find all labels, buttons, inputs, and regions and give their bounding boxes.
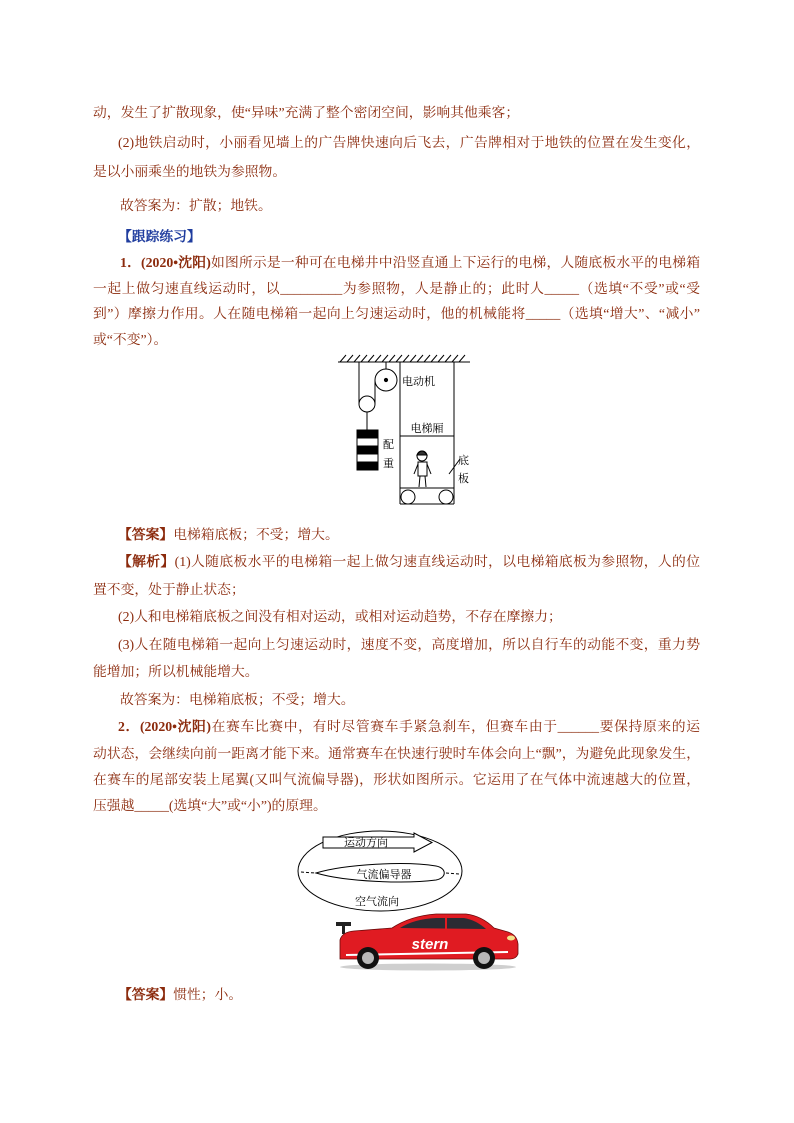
spoiler-figure <box>296 826 522 972</box>
person-arm <box>414 464 418 474</box>
analysis-text: (1)人随底板水平的电梯箱一起上做匀速直线运动时，以电梯箱底板为参照物，人的位 <box>174 554 700 569</box>
counterweight-label: 重 <box>383 457 394 470</box>
question-1-stem-line: 一起上做匀速直线运动时，以_________为参照物，人是静止的；此时人_____（选填“不受”或“受 <box>93 281 700 296</box>
counterweight-stripe <box>357 462 378 470</box>
question-2-answer <box>118 985 242 1005</box>
elevator-figure <box>336 352 476 510</box>
previous-answer-part-2-line: (2)地铁启动时，小丽看见墙上的广告牌快速向后飞去，广告牌相对于地铁的位置在发生变化， <box>118 135 700 150</box>
car-wheel-rim <box>478 952 490 964</box>
race-car <box>336 914 518 971</box>
answer-text: 惯性；小。 <box>173 987 243 1002</box>
cabin-label: 电梯厢 <box>410 422 444 435</box>
analysis-label: 【解析】 <box>118 554 175 569</box>
question-1-analysis-line: 置不变，处于静止状态； <box>93 582 245 597</box>
person-hair <box>417 451 427 455</box>
question-1-answer <box>118 525 339 545</box>
question-1-stem-line <box>120 253 700 273</box>
answer-label: 【答案】 <box>118 527 174 542</box>
airflow-label: 空气流向 <box>355 895 399 908</box>
person-body <box>418 462 427 476</box>
answer-text: 电梯箱底板；不受；增大。 <box>173 527 339 542</box>
person-leg <box>425 476 426 487</box>
question-1-analysis-line: (2)人和电梯箱底板之间没有相对运动，或相对运动趋势，不存在摩擦力； <box>118 609 562 624</box>
question-2-stem-line: 压强越_____(选填“大”或“小”)的原理。 <box>93 798 327 813</box>
previous-answer-part-2-line: 是以小丽乘坐的地铁为参照物。 <box>93 164 287 179</box>
car-rear-wing <box>336 922 351 926</box>
question-1-analysis-line: 能增加；所以机械能增大。 <box>93 664 259 679</box>
previous-answer-line: 动，发生了扩散现象，使“异味”充满了整个密闭空间，影响其他乘客； <box>93 105 520 120</box>
question-2-number: 2．(2020•沈阳) <box>118 719 212 734</box>
question-2-stem-line: 动状态，会继续向前一距离才能下来。通常赛车在快速行驶时车体会向上“飘”，为避免此现象发生， <box>93 746 700 761</box>
counterweight-pulley <box>359 396 375 412</box>
car-wing-post <box>342 926 345 934</box>
person-arm <box>427 464 431 474</box>
question-2-stem-line: 在赛车的尾部安装上尾翼(又叫气流偏导器)，形状如图所示。它运用了在气体中流速越大的位置， <box>93 772 700 787</box>
spoiler-label: 气流偏导器 <box>356 868 412 881</box>
question-1-stem-line: 或“不变”）。 <box>93 332 168 347</box>
floor-label: 板 <box>458 472 469 485</box>
counterweight-label: 配 <box>383 438 394 451</box>
question-2-stem-line <box>118 717 700 737</box>
car-headlight <box>507 936 515 941</box>
motion-direction-label: 运动方向 <box>344 836 388 849</box>
motor-label: 电动机 <box>402 375 435 388</box>
previous-final-answer: 故答案为：扩散；地铁。 <box>120 198 272 213</box>
question-1-final-answer: 故答案为：电梯箱底板；不受；增大。 <box>120 692 355 707</box>
motor-pulley-axle <box>384 378 387 381</box>
car-wheel-rim <box>362 952 374 964</box>
person-leg <box>419 476 420 487</box>
question-1-number: 1．(2020•沈阳) <box>120 255 211 270</box>
cabin-wheel <box>439 490 453 504</box>
section-heading: 【跟踪练习】 <box>118 229 201 244</box>
question-1-stem-line: 到”）摩擦力作用。人在随电梯箱一起向上匀速运动时，他的机械能将_____（选填“增大”、“减小” <box>93 306 700 321</box>
question-1-analysis-line: (3)人在随电梯箱一起向上匀速运动时，速度不变，高度增加，所以自行车的动能不变，重力势 <box>118 637 700 652</box>
question-1-analysis-line <box>118 552 700 572</box>
car-decal: stern <box>411 936 449 953</box>
person-figure <box>414 451 431 487</box>
counterweight-stripe <box>357 446 378 454</box>
cabin-wheel <box>401 490 415 504</box>
floor-label: 底 <box>458 454 469 467</box>
question-2-stem-text: 在赛车比赛中，有时尽管赛车手紧急刹车，但赛车由于______要保持原来的运 <box>211 719 700 734</box>
answer-label: 【答案】 <box>118 987 174 1002</box>
counterweight-stripe <box>357 430 378 438</box>
question-1-stem-text: 如图所示是一种可在电梯井中沿竖直通上下运行的电梯，人随底板水平的电梯箱 <box>210 255 701 270</box>
ceiling-hatch <box>340 355 465 362</box>
